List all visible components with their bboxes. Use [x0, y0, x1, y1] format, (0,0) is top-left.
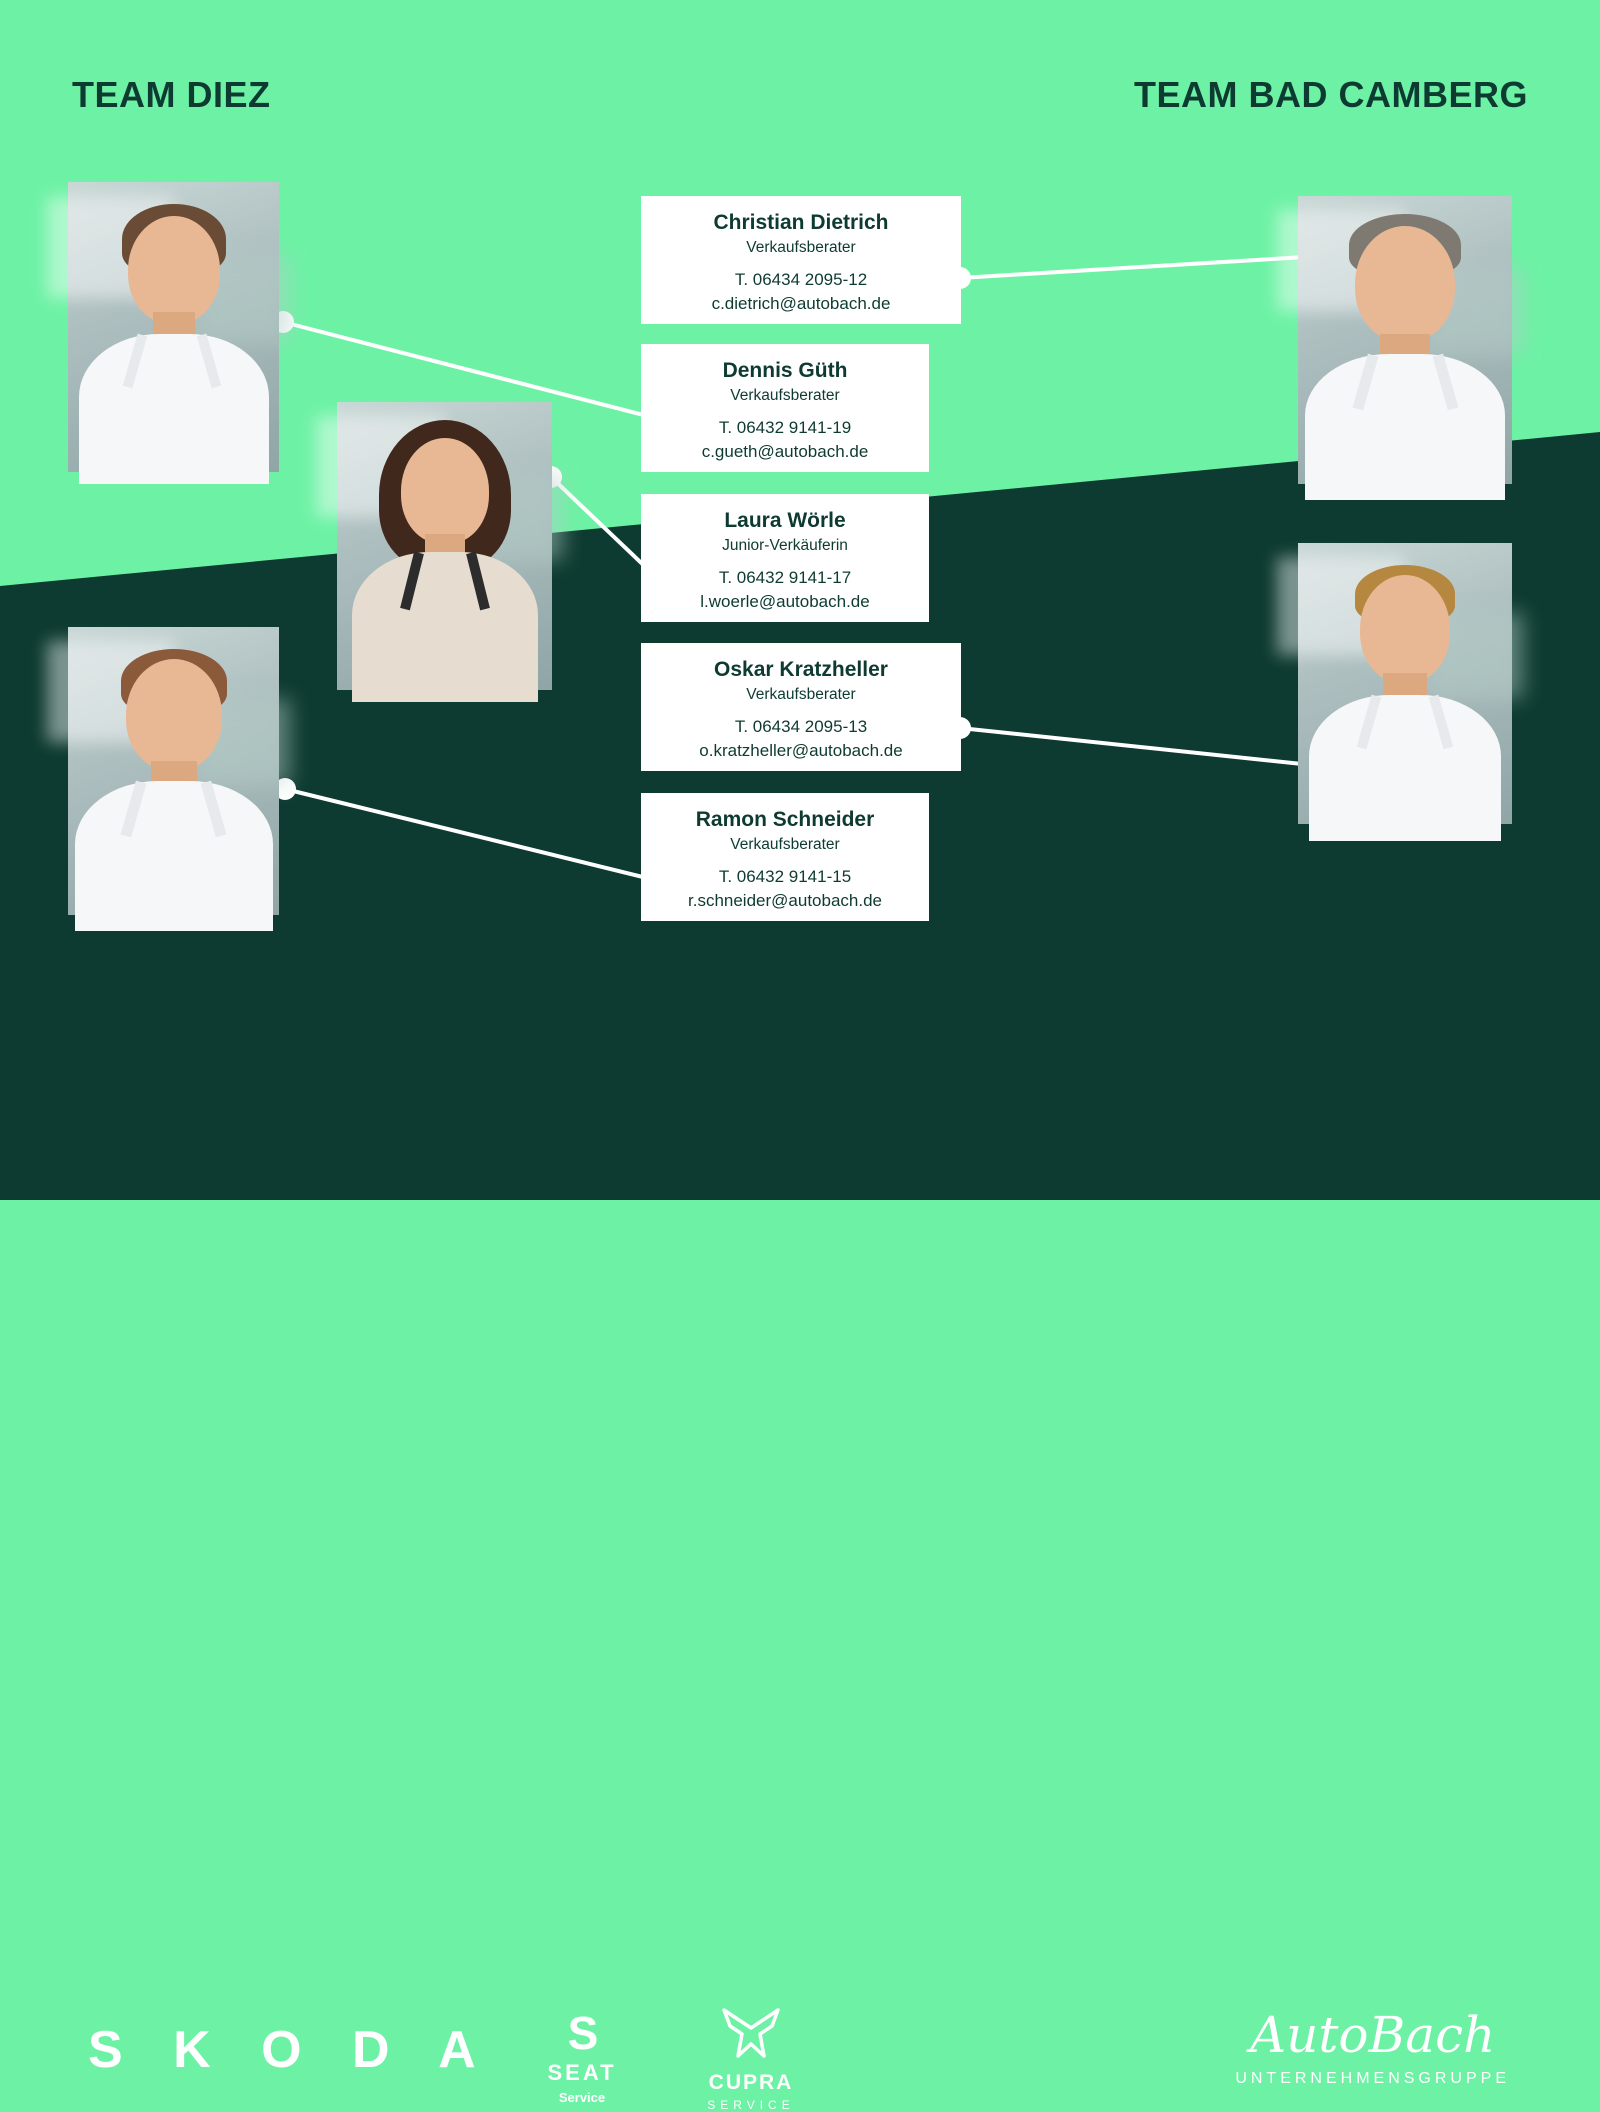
autobach-wordmark: AutoBach — [1250, 2006, 1496, 2064]
contact-card-ramon-schneider[interactable] — [641, 793, 929, 921]
contact-email[interactable]: o.kratzheller@autobach.de — [699, 741, 903, 761]
autobach-sub-label: UNTERNEHMENSGRUPPE — [1235, 2070, 1510, 2087]
contact-phone[interactable]: T. 06432 9141-17 — [718, 567, 852, 587]
contact-role: Verkaufsberater — [746, 686, 856, 704]
contact-name: Oskar Kratzheller — [714, 658, 888, 681]
seat-service-label: Service — [558, 2090, 606, 2105]
skoda-logo: S K O D A — [88, 2021, 494, 2079]
cupra-mark-icon — [718, 2006, 784, 2060]
contact-name: Ramon Schneider — [695, 808, 875, 831]
contact-name: Laura Wörle — [724, 509, 846, 532]
cupra-service-logo — [676, 2006, 826, 2112]
contact-role: Verkaufsberater — [730, 387, 840, 405]
contact-phone[interactable]: T. 06434 2095-13 — [734, 716, 868, 736]
seat-mark-icon: S — [567, 2007, 597, 2059]
seat-wordmark: SEAT — [547, 2060, 617, 2085]
contact-role: Verkaufsberater — [746, 239, 856, 257]
photo-christian-dietrich — [1298, 196, 1512, 484]
logo-row — [0, 980, 1600, 2112]
cupra-wordmark: CUPRA — [708, 2071, 794, 2094]
contact-card-laura-woerle[interactable] — [641, 494, 929, 622]
team-bad-camberg-title: TEAM BAD CAMBERG — [1134, 74, 1528, 115]
photo-oskar-kratzheller — [1298, 543, 1512, 824]
contact-email[interactable]: c.dietrich@autobach.de — [711, 294, 891, 314]
cupra-service-label: SERVICE — [707, 2098, 795, 2112]
contact-email[interactable]: r.schneider@autobach.de — [688, 891, 882, 911]
contact-card-oskar-kratzheller[interactable] — [641, 643, 961, 771]
contact-card-dennis-gueth[interactable] — [641, 344, 929, 472]
seat-service-logo — [534, 2007, 630, 2105]
team-diez-title: TEAM DIEZ — [72, 74, 271, 115]
contact-role: Junior-Verkäuferin — [722, 537, 848, 555]
contact-email[interactable]: c.gueth@autobach.de — [701, 442, 869, 462]
contact-card-christian-dietrich[interactable] — [641, 196, 961, 324]
contact-phone[interactable]: T. 06432 9141-15 — [718, 866, 852, 886]
autobach-logo — [1235, 2006, 1510, 2088]
contact-role: Verkaufsberater — [730, 836, 840, 854]
contact-email[interactable]: l.woerle@autobach.de — [700, 592, 870, 612]
photo-dennis-gueth — [68, 182, 279, 472]
photo-laura-woerle — [337, 402, 552, 690]
contact-name: Dennis Güth — [722, 359, 848, 382]
contact-name: Christian Dietrich — [713, 211, 889, 234]
photo-ramon-schneider — [68, 627, 279, 915]
contact-phone[interactable]: T. 06432 9141-19 — [718, 417, 852, 437]
contact-phone[interactable]: T. 06434 2095-12 — [734, 269, 868, 289]
